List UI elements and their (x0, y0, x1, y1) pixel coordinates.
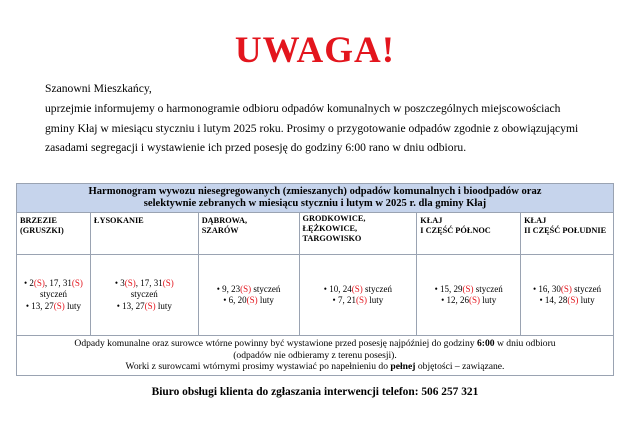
date-cell: • 2(S), 17, 31(S) styczeń • 13, 27(S) luty (17, 255, 91, 336)
notice-title: UWAGA! (234, 30, 396, 71)
contact-info: Biuro obsługi klienta do zgłaszania interwencji telefon: 506 257 321 (151, 386, 479, 398)
intro-text (45, 79, 605, 158)
greeting: Szanowni Mieszkańcy, (45, 82, 152, 95)
date-cell: • 16, 30(S) styczeń • 14, 28(S) luty (521, 255, 614, 336)
date-cell: • 10, 24(S) styczeń • 7, 21(S) luty (299, 255, 417, 336)
column-name: GRODKOWICE, ŁĘŻKOWICE, TARGOWISKO (299, 213, 417, 255)
column-names-row (17, 213, 614, 255)
intro-line-3: zasadami segregacji i wystawienie ich przed posesję do godziny 6:00 rano w dniu odbioru. (45, 141, 467, 155)
intro-line-2: gminy Kłaj w miesiącu styczniu i lutym 2025 roku. Prosimy o przygotowanie odpadów zgodnie z obowiązującymi (45, 121, 579, 135)
date-cell: • 15, 29(S) styczeń • 12, 26(S) luty (417, 255, 521, 336)
schedule-heading-line-2: selektywnie zebranych w miesiącu styczniu i lutym w 2025 r. dla gminy Kłaj (143, 198, 487, 209)
schedule-heading-line-1: Harmonogram wywozu niesegregowanych (zmieszanych) odpadów komunalnych i bioodpadów oraz (88, 186, 542, 197)
column-name: BRZEZIE (GRUSZKI) (17, 213, 91, 255)
dates-row (17, 255, 614, 336)
column-name: DĄBROWA, SZARÓW (198, 213, 299, 255)
column-name: KŁAJ II CZĘŚĆ POŁUDNIE (521, 213, 614, 255)
schedule-footer-note: Odpady komunalne oraz surowce wtórne powinny być wystawione przed posesję najpóźniej do godziny 6:00 w dniu odbioru (odpadów nie odbieramy z terenu posesji). Worki z surowcami wtórnymi prosimy wystawiać po napełnieniu do pełnej objętości – zawiązane. (17, 336, 614, 376)
intro-line-1: uprzejmie informujemy o harmonogramie odbioru odpadów komunalnych w poszczególnych miejscowościach (45, 101, 561, 115)
schedule-table (16, 183, 614, 376)
date-cell: • 9, 23(S) styczeń • 6, 20(S) luty (198, 255, 299, 336)
column-name: ŁYSOKANIE (90, 213, 198, 255)
schedule-heading (17, 184, 614, 213)
column-name: KŁAJ I CZĘŚĆ PÓŁNOC (417, 213, 521, 255)
date-cell: • 3(S), 17, 31(S) styczeń • 13, 27(S) luty (90, 255, 198, 336)
